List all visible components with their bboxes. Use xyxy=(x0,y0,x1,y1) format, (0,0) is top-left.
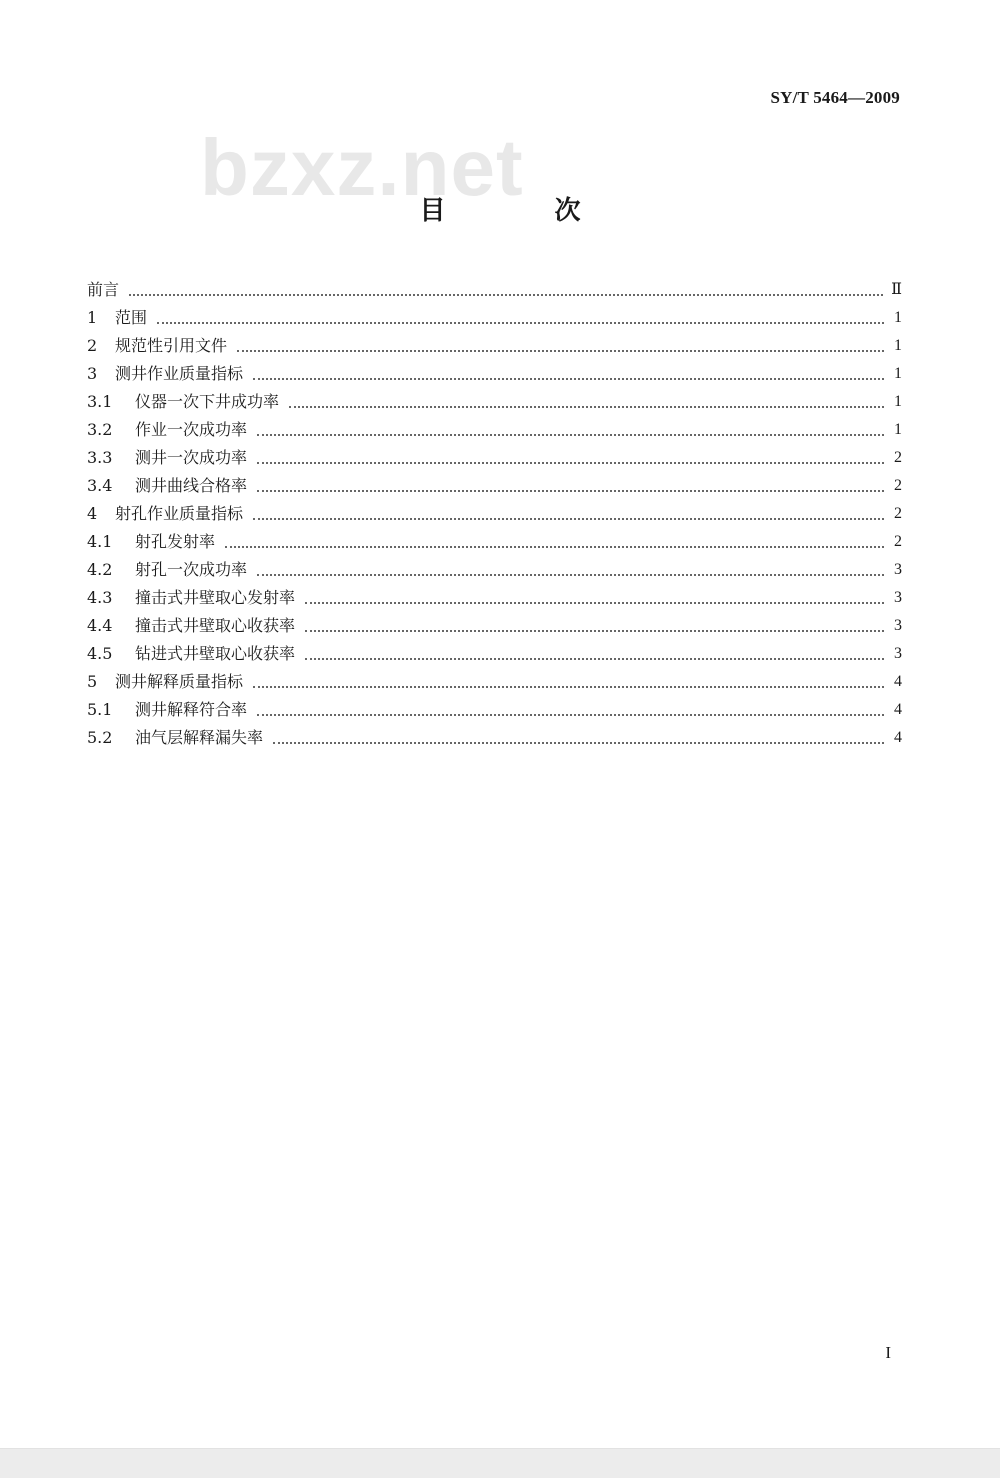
toc-entry-label: 测井解释符合率 xyxy=(135,700,248,719)
toc-entry[interactable] xyxy=(87,360,902,388)
watermark: bzxz.net xyxy=(200,123,524,212)
toc-entry-label: 前言 xyxy=(87,280,120,299)
toc-entry-label: 测井解释质量指标 xyxy=(115,672,244,691)
dot-leader xyxy=(305,658,884,660)
page-number: I xyxy=(885,1343,891,1362)
toc-entry[interactable] xyxy=(87,584,902,612)
toc-entry-number: 5.2 xyxy=(87,728,113,747)
dot-leader xyxy=(289,406,884,408)
toc-entry-label: 撞击式井壁取心发射率 xyxy=(135,588,296,607)
toc-entry-page: 1 xyxy=(894,393,902,410)
toc-entry-page: 3 xyxy=(894,645,902,662)
dot-leader xyxy=(257,490,884,492)
toc-entry[interactable] xyxy=(87,332,902,360)
toc-entry[interactable] xyxy=(87,640,902,668)
toc-entry-page: 2 xyxy=(894,533,902,550)
toc-entry-number: 2 xyxy=(87,336,98,355)
dot-leader xyxy=(253,378,884,380)
dot-leader xyxy=(273,742,884,744)
toc-entry[interactable] xyxy=(87,416,902,444)
dot-leader xyxy=(225,546,884,548)
toc-entry-number: 3 xyxy=(87,364,98,383)
toc-entry-label: 测井曲线合格率 xyxy=(135,476,248,495)
toc-entry-label: 作业一次成功率 xyxy=(135,420,248,439)
toc-entry-page: 3 xyxy=(894,617,902,634)
toc-entry[interactable] xyxy=(87,556,902,584)
table-of-contents xyxy=(87,276,902,752)
toc-entry-page: 2 xyxy=(894,505,902,522)
toc-entry-number: 4.4 xyxy=(87,616,113,635)
dot-leader xyxy=(257,574,884,576)
toc-entry[interactable] xyxy=(87,528,902,556)
standard-code: SY/T 5464—2009 xyxy=(770,88,900,107)
toc-entry[interactable] xyxy=(87,276,902,304)
toc-entry[interactable] xyxy=(87,668,902,696)
toc-entry-page: 4 xyxy=(894,701,902,718)
viewer-bottom-strip xyxy=(0,1448,1000,1478)
toc-entry-label: 撞击式井壁取心收获率 xyxy=(135,616,296,635)
toc-entry-number: 4.5 xyxy=(87,644,113,663)
toc-entry-page: Ⅱ xyxy=(891,281,902,298)
toc-entry-page: 3 xyxy=(894,589,902,606)
dot-leader xyxy=(253,518,884,520)
toc-entry-page: 3 xyxy=(894,561,902,578)
dot-leader xyxy=(305,602,884,604)
page-title: 目 次 xyxy=(419,196,631,226)
toc-entry[interactable] xyxy=(87,444,902,472)
toc-entry-page: 4 xyxy=(894,729,902,746)
dot-leader xyxy=(157,322,884,324)
toc-entry-number: 5.1 xyxy=(87,700,113,719)
toc-entry[interactable] xyxy=(87,612,902,640)
toc-entry-page: 1 xyxy=(894,365,902,382)
toc-entry-number: 1 xyxy=(87,308,98,327)
toc-entry-page: 2 xyxy=(894,449,902,466)
toc-entry-number: 3.2 xyxy=(87,420,113,439)
dot-leader xyxy=(257,434,884,436)
toc-entry-label: 射孔一次成功率 xyxy=(135,560,248,579)
toc-entry-number: 4.3 xyxy=(87,588,113,607)
toc-entry-label: 测井作业质量指标 xyxy=(115,364,244,383)
toc-entry-page: 1 xyxy=(894,309,902,326)
dot-leader xyxy=(305,630,884,632)
toc-entry[interactable] xyxy=(87,500,902,528)
dot-leader xyxy=(253,686,884,688)
toc-entry[interactable] xyxy=(87,472,902,500)
toc-entry-number: 4.1 xyxy=(87,532,113,551)
toc-entry-page: 2 xyxy=(894,477,902,494)
toc-entry-number: 5 xyxy=(87,672,98,691)
toc-entry-label: 规范性引用文件 xyxy=(115,336,228,355)
toc-entry-number: 3.1 xyxy=(87,392,113,411)
toc-entry[interactable] xyxy=(87,304,902,332)
toc-entry-label: 仪器一次下井成功率 xyxy=(135,392,280,411)
toc-entry-label: 射孔发射率 xyxy=(135,532,216,551)
dot-leader xyxy=(237,350,884,352)
toc-entry-page: 4 xyxy=(894,673,902,690)
toc-entry-number: 4.2 xyxy=(87,560,113,579)
toc-entry[interactable] xyxy=(87,724,902,752)
toc-entry-page: 1 xyxy=(894,337,902,354)
toc-entry-label: 范围 xyxy=(115,308,148,327)
toc-entry-number: 4 xyxy=(87,504,98,523)
dot-leader xyxy=(257,714,884,716)
toc-entry-page: 1 xyxy=(894,421,902,438)
toc-entry-label: 射孔作业质量指标 xyxy=(115,504,244,523)
toc-entry[interactable] xyxy=(87,388,902,416)
toc-entry-number: 3.3 xyxy=(87,448,113,467)
dot-leader xyxy=(129,294,883,296)
toc-entry-label: 钻进式井壁取心收获率 xyxy=(135,644,296,663)
toc-entry[interactable] xyxy=(87,696,902,724)
toc-entry-label: 测井一次成功率 xyxy=(135,448,248,467)
dot-leader xyxy=(257,462,884,464)
toc-entry-label: 油气层解释漏失率 xyxy=(135,728,264,747)
toc-entry-number: 3.4 xyxy=(87,476,113,495)
